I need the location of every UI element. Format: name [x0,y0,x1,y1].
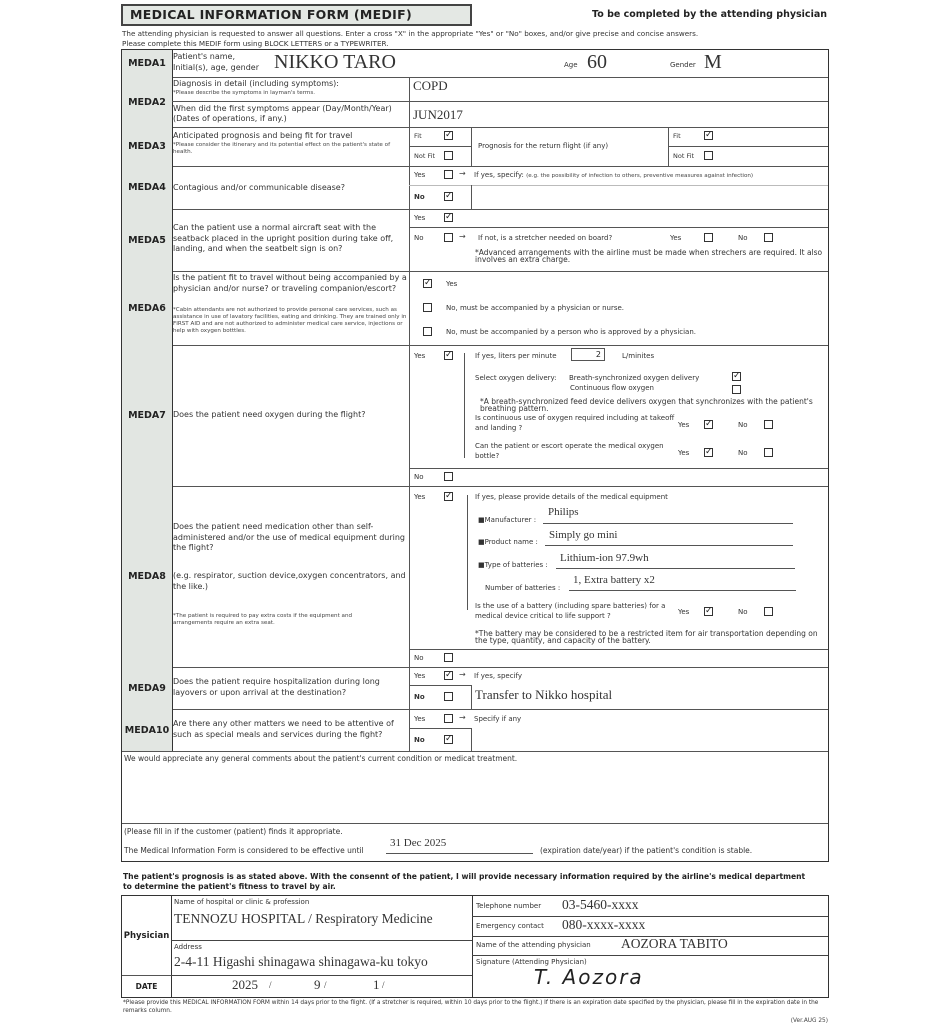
stretcher-no-checkbox[interactable] [764,233,773,242]
divider [172,101,828,102]
meda8-yes-label: Yes [414,493,426,501]
critical-yes-label: Yes [678,608,690,616]
date-sep: / [269,980,272,990]
battery-count-value[interactable]: 1, Extra battery x2 [573,574,655,586]
meda8-q: Does the patient need medication other than self-administered and/or the use of medical equipment during the flight? [173,522,405,552]
return-fit-checkbox[interactable]: ✓ [705,130,713,140]
manufacturer-label: ■Manufacturer : [478,516,537,524]
meda10-code: MEDA10 [122,709,173,751]
meda5-code: MEDA5 [122,209,173,271]
meda9-q: Does the patient require hospitalization during long layovers or upon arrival at the destination? [173,677,380,697]
phone-value[interactable]: 03-5460-xxxx [562,897,639,912]
battery-note: *The battery may be considered to be a restricted item for air transportation depending on the type, quantity, and capacity of the battery. [475,629,818,645]
address-value[interactable]: 2-4-11 Higashi shinagawa shinagawa-ku tokyo [174,954,428,969]
continuous-no-label: No [738,421,748,429]
consent-line-2: to determine the patient's fitness to travel by air. [123,882,336,891]
delivery-note: *A breath-synchronized feed device delivers oxygen that synchronizes with the patient's breathing pattern. [480,397,813,413]
meda7-q: Does the patient need oxygen during the flight? [173,410,366,419]
meda4-yes-label: Yes [414,171,426,179]
divider [409,166,410,209]
divider [409,146,471,147]
fit-checkbox[interactable]: ✓ [445,130,453,140]
meda6-opt3-label: No, must be accompanied by a person who is approved by a physician. [446,328,697,336]
meda9-yes-checkbox[interactable]: ✓ [445,670,453,680]
meda9-row [122,667,828,710]
meda8-note: *The patient is required to pay extra costs if the equipment and arrangements require an extra seat. [173,613,353,626]
signature-label: Signature (Attending Physician) [476,958,587,966]
date-month: 9 [314,977,321,992]
divider [409,667,410,709]
hospital-label: Name of hospital or clinic & profession [174,898,310,906]
stretcher-note: *Advanced arrangements with the airline must be made when strechers are required. It also involves an extra charge. [475,248,823,264]
meda2-q1: Diagnosis in detail (including symptoms): [173,79,339,88]
meda8-q-eg: (e.g. respirator, suction device,oxygen concentrators, and the like.) [173,571,406,591]
critical-no-checkbox[interactable] [764,607,773,616]
date-day: 1 [373,977,380,992]
divider [409,345,410,486]
meda9-yes-label: Yes [414,672,426,680]
not-fit-checkbox[interactable] [444,151,453,160]
meda6-opt1-label: Yes [446,280,458,288]
meda7-no-label: No [414,473,424,481]
meda5-no-label: No [414,234,424,242]
patient-gender[interactable]: M [704,51,722,73]
meda6-code: MEDA6 [122,271,173,345]
divider [171,940,472,941]
meda7-code: MEDA7 [122,345,173,486]
meda7-no-checkbox[interactable] [444,472,453,481]
meda6-opt2-label: No, must be accompanied by a physician or nurse. [446,304,624,312]
divider [409,685,471,686]
physician-name-value[interactable]: AOZORA TABITO [621,936,728,951]
first-symptoms-answer[interactable]: JUN2017 [413,107,463,122]
lpm-input[interactable]: 2 [571,348,605,361]
fit-label: Fit [414,132,422,140]
meda1-code: MEDA1 [122,50,173,77]
return-not-fit-checkbox[interactable] [704,151,713,160]
meda4-code: MEDA4 [122,166,173,209]
meda2-code: MEDA2 [122,77,173,127]
meda2-q2-1: When did the first symptoms appear (Day/Month/Year) [173,104,392,113]
comments-label: We would appreciate any general comments about the patient's current condition or medicat treatment. [124,754,518,763]
meda9-specify-label: If yes, specify [474,672,522,680]
meda4-no-label: No [414,193,425,201]
bracket [464,353,465,458]
meda8-no-label: No [414,654,424,662]
meda2-row [122,77,828,128]
instruction-2: Please complete this MEDIF form using BLOCK LETTERS or a TYPEWRITER. [122,39,389,48]
divider [409,728,471,729]
patient-age[interactable]: 60 [587,51,607,73]
meda5-q: Can the patient use a normal aircraft seat with the seatback placed in the upright position during take off, landing, and when the seatbelt sign is on? [173,223,394,253]
physician-block [121,895,829,998]
divider [472,916,828,917]
meda1-label-2: Initial(s), age, gender [173,63,259,72]
divider [409,77,410,127]
delivery-opt2-label: Continuous flow oxygen [570,384,654,392]
critical-no-label: No [738,608,748,616]
meda4-q: Contagious and/or communicable disease? [173,183,345,192]
operate-no-label: No [738,449,748,457]
meda10-specify-label: Specify if any [474,715,522,723]
delivery-label: Select oxygen delivery: [475,374,557,382]
divider [471,685,472,709]
meda9-answer[interactable]: Transfer to Nikko hospital [475,687,613,702]
expiry-suffix: (expiration date/year) if the patient's condition is stable. [540,846,753,855]
underline [543,523,793,524]
battery-type-label: ■Type of batteries : [478,561,548,569]
medif-form [121,49,829,862]
form-title: MEDICAL INFORMATION FORM (MEDIF) [121,4,472,26]
date-sep: / [324,980,327,990]
operate-yes-label: Yes [678,449,690,457]
comments-row[interactable] [122,751,828,824]
meda10-q: Are there any other matters we need to be attentive of such as special meals and services during the fight? [173,719,394,739]
continuous-yes-label: Yes [678,421,690,429]
meda1-label-1: Patient's name, [173,52,235,61]
not-fit-label: Not Fit [414,152,436,160]
meda7-yes-checkbox[interactable]: ✓ [445,350,453,360]
meda10-no-label: No [414,736,425,744]
meda2-q2-2: (Dates of operations, if any.) [173,114,287,123]
phone-label: Telephone number [476,902,542,910]
gender-label: Gender [670,61,696,69]
product-value[interactable]: Simply go mini [549,529,618,541]
meda4-row [122,166,828,210]
meda4-specify-label: If yes, specify: [474,171,524,179]
footer-note: *Please provide this MEDICAL INFORMATION FORM within 14 days prior to the flight. (If a stretcher is required, within 10 days prior to the flight.) If there is an expiration date specified by the physician, please fill in the expiration date in the remarks column. [123,1000,819,1014]
meda4-no-checkbox[interactable]: ✓ [445,191,453,201]
divider [409,468,828,469]
consent-line-1: The patient's prognosis is as stated above. With the consennt of the patient, I will provide necessary information required by the airline's medical department [123,872,806,881]
meda10-yes-label: Yes [414,715,426,723]
date-label: DATE [122,975,172,997]
divider [409,209,410,271]
meda10-yes-checkbox[interactable] [444,714,453,723]
critical-yes-checkbox[interactable]: ✓ [705,606,713,616]
divider [472,955,828,956]
stretcher-yes-label: Yes [670,234,682,242]
meda8-yes-checkbox[interactable]: ✓ [445,491,453,501]
return-flight-label: Prognosis for the return flight (if any) [478,142,609,150]
physician-signature: T. Aozora [534,965,644,989]
operate-no-checkbox[interactable] [764,448,773,457]
meda9-code: MEDA9 [122,667,173,709]
meda3-code: MEDA3 [122,127,173,166]
divider [409,649,828,650]
stretcher-yes-checkbox[interactable] [704,233,713,242]
arrow-icon: → [459,169,466,178]
hospital-value[interactable]: TENNOZU HOSPITAL / Respiratory Medicine [174,911,433,926]
meda5-no-checkbox[interactable] [444,233,453,242]
physician-label: Physician [122,896,172,975]
meda5-row [122,209,828,272]
age-label: Age [564,61,578,69]
underline [569,590,796,591]
meda6-yes-checkbox[interactable]: ✓ [424,278,432,288]
continuous-yes-checkbox[interactable]: ✓ [705,419,713,429]
meda9-no-label: No [414,693,425,701]
meda6-q: Is the patient fit to travel without being accompanied by a physician and/or nurse? or traveling companion/escort? [173,273,407,293]
meda4-yes-checkbox[interactable] [444,170,453,179]
lpm-unit: L/minites [622,352,655,360]
meda7-yes-label: Yes [414,352,426,360]
divider [472,896,473,997]
expiry-note: (Please fill in if the customer (patient) finds it appropriate. [124,827,343,836]
manufacturer-value[interactable]: Philips [548,506,579,518]
expiry-prefix: The Medical Information Form is considered to be effective until [124,846,364,855]
operate-yes-checkbox[interactable]: ✓ [705,447,713,457]
meda10-no-checkbox[interactable]: ✓ [445,734,453,744]
equipment-details-label: If yes, please provide details of the medical equipment [475,493,668,501]
physician-name-label: Name of the attending physician [476,941,591,949]
return-fit-label: Fit [673,132,681,140]
divider [409,709,410,751]
emergency-value[interactable]: 080-xxxx-xxxx [562,917,646,932]
divider [471,728,472,751]
bracket [467,495,468,610]
stretcher-q: If not, is a stretcher needed on board? [478,234,613,242]
meda10-row [122,709,828,752]
arrow-icon: → [459,670,466,679]
expiry-date[interactable]: 31 Dec 2025 [390,837,447,849]
date-value[interactable] [177,976,467,996]
lpm-label: If yes, liters per minute [475,352,557,360]
meda5-yes-checkbox[interactable]: ✓ [445,212,453,222]
meda5-yes-label: Yes [414,214,426,222]
meda3-note: *Please consider the itinerary and its potential effect on the patient's state of health. [173,142,391,155]
divider [409,227,828,228]
delivery-opt2-checkbox[interactable] [732,385,741,394]
delivery-opt1-label: Breath-synchronized oxygen delivery [569,374,700,382]
arrow-icon: → [459,232,466,241]
date-sep: / [382,980,385,990]
delivery-opt1-checkbox[interactable]: ✓ [733,371,741,381]
meda3-row [122,127,828,167]
stretcher-no-label: No [738,234,748,242]
divider [409,486,410,667]
instruction-1: The attending physician is requested to answer all questions. Enter a cross "X" in the appropriate "Yes" or "No" boxes, and/or give precise and concise answers. [122,29,699,38]
divider [471,185,472,209]
meda6-opt2-checkbox[interactable] [423,303,432,312]
meda1-row [122,50,828,78]
battery-count-label: Number of batteries : [485,584,561,592]
meda6-opt3-checkbox[interactable] [423,327,432,336]
continuous-q: Is continuous use of oxygen required including at takeoff and landing ? [475,414,675,432]
product-label: ■Product name : [478,538,538,546]
date-year: 2025 [232,977,258,992]
meda8-no-checkbox[interactable] [444,653,453,662]
continuous-no-checkbox[interactable] [764,420,773,429]
underline [556,568,795,569]
emergency-label: Emergency contact [476,922,544,930]
underline [386,853,533,854]
diagnosis-answer[interactable]: COPD [413,78,448,93]
patient-name[interactable]: NIKKO TARO [274,51,396,73]
version-label: (Ver.AUG 25) [790,1018,828,1024]
critical-battery-q: Is the use of a battery (including spare batteries) for a medical device critical to life support ? [475,602,666,620]
meda7-row [122,345,828,487]
divider [409,271,410,345]
meda8-row [122,486,828,668]
operate-q: Can the patient or escort operate the medical oxygen bottle? [475,442,664,460]
meda4-specify [474,171,753,180]
meda9-no-checkbox[interactable] [444,692,453,701]
battery-type-value[interactable]: Lithium-ion 97.9wh [560,552,649,564]
consent-statement [123,872,829,892]
meda4-specify-note: (e.g. the possibility of infection to others, preventive measures against infection) [526,173,754,179]
address-label: Address [174,943,202,951]
underline [545,545,793,546]
return-not-fit-label: Not Fit [673,152,695,160]
meda6-note: *Cabin attendants are not authorized to provide personal care services, such as assistance in use of lavatory facilities, eating and drinking. They are trained only in FIRST AID and are not authorized to administer medical care service, injections or help with oxygen botttles. [173,307,407,334]
divider [668,146,828,147]
arrow-icon: → [459,713,466,722]
meda2-q1-note: *Please describe the symptoms in layman's terms. [173,90,316,96]
form-subtitle: To be completed by the attending physician [592,9,827,20]
meda6-row [122,271,828,346]
divider [471,127,472,166]
expiry-row [122,823,828,861]
meda3-q: Anticipated prognosis and being fit for travel [173,131,353,140]
meda8-code: MEDA8 [122,486,173,667]
